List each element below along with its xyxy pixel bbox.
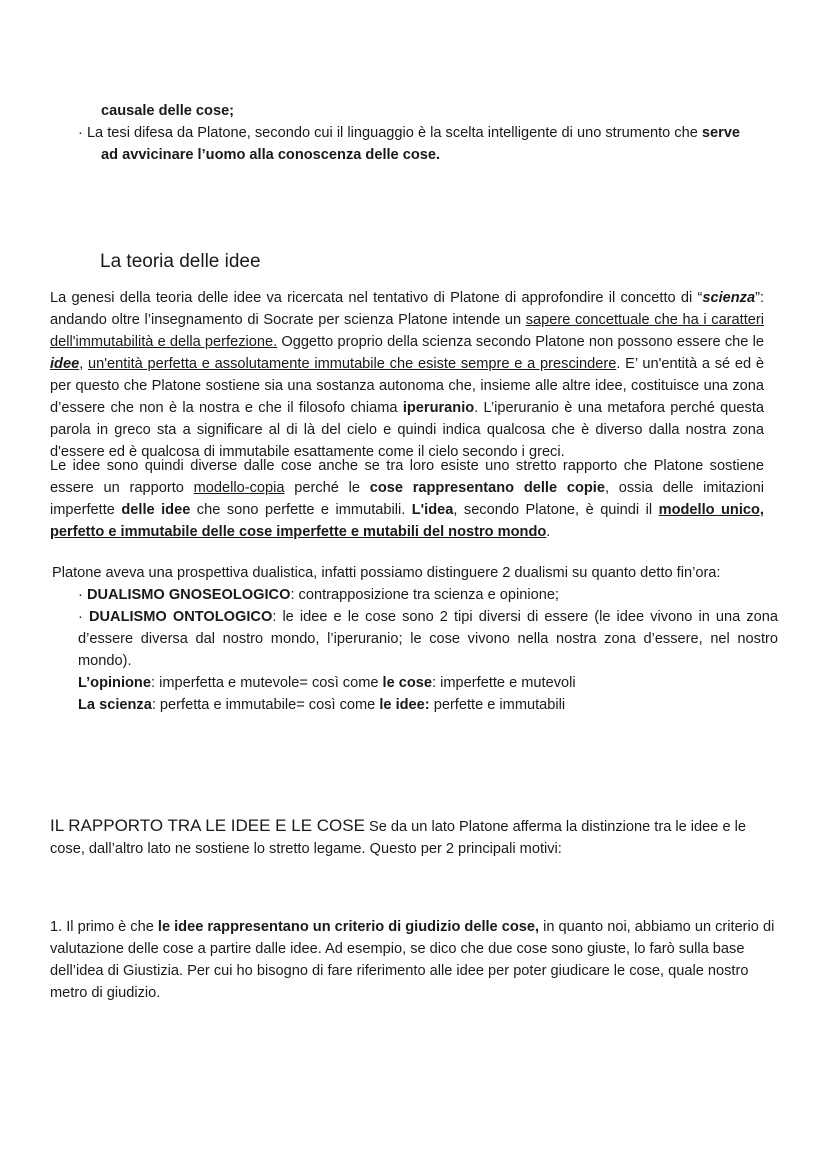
intro-line-1: causale delle cose;	[101, 103, 235, 119]
opinione-line	[78, 672, 778, 694]
bullet-dot: ·	[78, 587, 83, 603]
underlined-phrase: che esiste sempre e a prescindere	[389, 356, 617, 372]
text-span: : imperfetta e mutevole= così come	[150, 675, 383, 691]
dualism-text: : le idee e le cose sono 2 tipi diversi di essere (le idee vivono in una zona d’essere diversa dal nostro mondo, l’iperuranio; le cose vivono nella nostra zona d’essere, nel nostro mondo).	[78, 609, 778, 669]
bold-label: La scienza	[78, 697, 152, 713]
section-title-rapporto: IL RAPPORTO TRA LE IDEE E LE COSE	[50, 816, 365, 835]
text-span: .	[546, 524, 551, 540]
bold-phrase: cose rappresentano delle copie	[369, 480, 605, 496]
text-span: ”: andando oltre l’insegnamento di Socrate per scienza Platone intende un	[50, 290, 764, 328]
dualism-label: DUALISMO ONTOLOGICO	[88, 609, 273, 625]
section-title-teoria: La teoria delle idee	[100, 251, 261, 272]
bold-phrase: delle idee	[121, 502, 191, 518]
intro-text: La tesi difesa da Platone, secondo cui il linguaggio è la scelta intelligente di uno strumento che	[86, 125, 702, 141]
text-span: 1. Il primo è che	[50, 919, 158, 935]
text-span: Se da un lato Platone afferma la distinzione tra le idee e le cose, dall’altro lato ne sostiene lo stretto legame. Questo per 2 principali motivi:	[50, 819, 746, 857]
bullet-dot: ·	[78, 125, 83, 141]
text-span: . E’ un'entità a sé ed è per questo che Platone sostiene sia una sostanza autonoma che, insieme alle altre idee, costituisce una zona d’essere che non è la nostra e che il filosofo chiama	[50, 356, 765, 416]
intro-bullet-item	[78, 122, 778, 144]
bold-phrase: le idee:	[379, 697, 430, 713]
scienza-line	[78, 694, 778, 716]
underlined-phrase: un'entità perfetta e assolutamente immutabile	[88, 356, 390, 372]
term-idee: idee	[50, 356, 80, 372]
text-span: in quanto noi, abbiamo un criterio di valutazione delle cose a partire dalle idee. Ad esempio, se dico che due cose sono giuste, lo farò sulla base dell’idea di Giustizia. Per cui ho bisogno di fare riferimento alle idee per poter giudicare le cose, quale nostro metro di giudizio.	[50, 919, 775, 1001]
text-span: ,	[79, 356, 89, 372]
dualism-text: : contrapposizione tra scienza e opinione;	[290, 587, 559, 603]
text-span: . L’iperuranio è una metafora perché questa parola in greco sta a significare al di là del cielo e quindi indica qualcosa che è diverso dalla nostra zona d'essere ed è qualcosa di immutabile esattamente come il cielo secondo i greci.	[50, 400, 764, 460]
bold-phrase: L'idea	[411, 502, 454, 518]
paragraph-modello-copia	[50, 455, 764, 543]
underlined-phrase: sapere concettuale che ha i caratteri dell'immutabilità e della perfezione.	[50, 312, 764, 350]
bold-underlined-phrase: modello unico, perfetto e immutabile delle cose imperfette e mutabili del nostro mondo	[50, 502, 764, 540]
paragraph-genesi	[50, 287, 764, 463]
text-span: Oggetto proprio della scienza secondo Platone non possono essere che le	[277, 334, 764, 350]
dualism-gnoseologico	[78, 584, 778, 606]
text-span: , ossia delle imitazioni imperfette	[50, 480, 764, 518]
paragraph-primo-motivo	[50, 916, 788, 1004]
dualism-intro: Platone aveva una prospettiva dualistica, infatti possiamo distinguere 2 dualismi su quanto detto fin’ora:	[52, 565, 721, 581]
text-span: perché le	[284, 480, 370, 496]
dualism-label: DUALISMO GNOSEOLOGICO	[86, 587, 291, 603]
paragraph-rapporto	[50, 815, 778, 860]
bold-phrase: le cose	[382, 675, 433, 691]
term-iperuranio: iperuranio	[402, 400, 475, 416]
intro-line-3: ad avvicinare l’uomo alla conoscenza delle cose.	[101, 147, 441, 163]
text-span: Le idee sono quindi diverse dalle cose anche se tra loro esiste uno stretto rapporto che Platone sostiene essere un rapporto	[50, 458, 764, 496]
text-span: perfette e immutabili	[429, 697, 566, 713]
text-span: che sono perfette e immutabili.	[190, 502, 412, 518]
intro-bold: serve	[701, 125, 741, 141]
bullet-dot: ·	[78, 609, 83, 625]
bold-label: L’opinione	[78, 675, 151, 691]
dualism-ontologico	[78, 606, 778, 672]
text-span: La genesi della teoria delle idee va ricercata nel tentativo di Platone di approfondire il concetto di “	[50, 290, 703, 306]
text-span: : imperfette e mutevoli	[432, 675, 576, 691]
bold-phrase: le idee rappresentano un criterio di giudizio delle cose,	[157, 919, 540, 935]
underlined-phrase: modello-copia	[193, 480, 285, 496]
text-span: : perfetta e immutabile= così come	[151, 697, 380, 713]
text-span: , secondo Platone, è quindi il	[453, 502, 659, 518]
term-scienza: scienza	[702, 290, 756, 306]
